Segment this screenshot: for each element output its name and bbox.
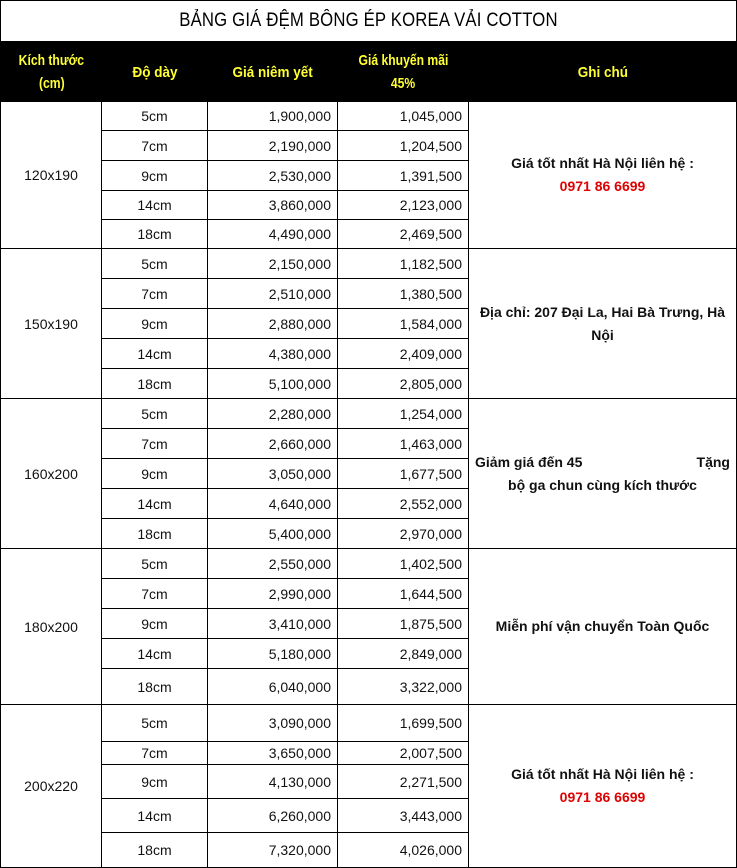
promo-price-cell: 2,970,000 [338, 519, 469, 549]
promo-price-cell: 1,380,500 [338, 279, 469, 309]
thickness-cell: 5cm [102, 705, 208, 742]
promo-price-cell: 1,584,000 [338, 309, 469, 339]
promo-price-cell: 1,391,500 [338, 161, 469, 191]
list-price-cell: 4,380,000 [208, 339, 338, 369]
thickness-cell: 9cm [102, 161, 208, 191]
list-price-cell: 4,490,000 [208, 220, 338, 249]
header-list-price-label: Giá niêm yết [232, 63, 314, 81]
thickness-cell: 9cm [102, 609, 208, 639]
thickness-cell: 14cm [102, 339, 208, 369]
promo-price-cell: 1,699,500 [338, 705, 469, 742]
note-contact-2 [469, 705, 736, 867]
list-price-cell: 6,260,000 [208, 799, 338, 833]
table-title: BẢNG GIÁ ĐỆM BÔNG ÉP KOREA VẢI COTTON [179, 10, 558, 31]
list-price-cell: 2,150,000 [208, 249, 338, 279]
header-size [1, 42, 102, 102]
list-price-cell: 2,660,000 [208, 429, 338, 459]
thickness-cell: 5cm [102, 399, 208, 429]
thickness-cell: 14cm [102, 489, 208, 519]
thickness-cell: 5cm [102, 549, 208, 579]
promo-price-cell: 1,677,500 [338, 459, 469, 489]
list-price-cell: 2,280,000 [208, 399, 338, 429]
thickness-cell: 9cm [102, 765, 208, 799]
header-promo-percent: 45% [391, 75, 416, 92]
list-price-cell: 5,180,000 [208, 639, 338, 669]
promo-price-cell: 1,182,500 [338, 249, 469, 279]
list-price-cell: 1,900,000 [208, 102, 338, 131]
list-price-cell: 2,510,000 [208, 279, 338, 309]
address-line-2: Nội [591, 326, 614, 343]
thickness-cell: 18cm [102, 833, 208, 867]
header-note-label: Ghi chú [577, 63, 628, 81]
gift-detail: bộ ga chun cùng kích thước [508, 476, 697, 493]
list-price-cell: 5,100,000 [208, 369, 338, 399]
promo-price-cell: 2,123,000 [338, 191, 469, 220]
thickness-cell: 14cm [102, 191, 208, 220]
list-price-cell: 6,040,000 [208, 669, 338, 705]
thickness-cell: 7cm [102, 579, 208, 609]
promo-price-cell: 1,045,000 [338, 102, 469, 131]
thickness-cell: 9cm [102, 459, 208, 489]
size-cell: 120x190 [1, 102, 102, 249]
promo-price-cell: 2,552,000 [338, 489, 469, 519]
promo-price-cell: 1,204,500 [338, 131, 469, 161]
header-size-label: Kích thước [18, 52, 85, 69]
phone-number[interactable]: 0971 86 6699 [559, 178, 646, 194]
list-price-cell: 3,650,000 [208, 742, 338, 765]
promo-price-cell: 2,271,500 [338, 765, 469, 799]
promo-price-cell: 3,443,000 [338, 799, 469, 833]
gift-text: Tặng [696, 453, 730, 470]
thickness-cell: 18cm [102, 519, 208, 549]
thickness-cell: 7cm [102, 131, 208, 161]
promo-price-cell: 1,402,500 [338, 549, 469, 579]
thickness-cell: 9cm [102, 309, 208, 339]
list-price-cell: 2,990,000 [208, 579, 338, 609]
header-thickness-label: Độ dày [132, 63, 178, 81]
list-price-cell: 4,640,000 [208, 489, 338, 519]
header-note [469, 42, 736, 102]
promo-price-cell: 1,644,500 [338, 579, 469, 609]
list-price-cell: 3,090,000 [208, 705, 338, 742]
note-discount [469, 399, 736, 549]
thickness-cell: 18cm [102, 669, 208, 705]
promo-price-cell: 2,007,500 [338, 742, 469, 765]
address-line-1: Địa chỉ: 207 Đại La, Hai Bà Trưng, Hà [479, 303, 726, 320]
thickness-cell: 7cm [102, 742, 208, 765]
list-price-cell: 7,320,000 [208, 833, 338, 867]
promo-price-cell: 2,849,000 [338, 639, 469, 669]
thickness-cell: 14cm [102, 799, 208, 833]
list-price-cell: 2,550,000 [208, 549, 338, 579]
size-cell: 150x190 [1, 249, 102, 399]
note-contact-1 [469, 102, 736, 249]
promo-price-cell: 2,805,000 [338, 369, 469, 399]
thickness-cell: 18cm [102, 220, 208, 249]
list-price-cell: 2,190,000 [208, 131, 338, 161]
promo-price-cell: 1,463,000 [338, 429, 469, 459]
thickness-cell: 5cm [102, 102, 208, 131]
list-price-cell: 4,130,000 [208, 765, 338, 799]
shipping-text: Miễn phí vận chuyển Toàn Quốc [495, 618, 710, 634]
promo-price-cell: 4,026,000 [338, 833, 469, 867]
list-price-cell: 3,860,000 [208, 191, 338, 220]
title-bar [1, 1, 736, 42]
list-price-cell: 3,410,000 [208, 609, 338, 639]
header-size-unit: (cm) [38, 75, 65, 92]
list-price-cell: 5,400,000 [208, 519, 338, 549]
note-contact-text: Giá tốt nhất Hà Nội liên hệ : [511, 155, 694, 171]
note-address [469, 249, 736, 399]
note-contact-text: Giá tốt nhất Hà Nội liên hệ : [511, 766, 694, 782]
list-price-cell: 3,050,000 [208, 459, 338, 489]
thickness-cell: 7cm [102, 429, 208, 459]
promo-price-cell: 1,254,000 [338, 399, 469, 429]
thickness-cell: 18cm [102, 369, 208, 399]
promo-price-cell: 1,875,500 [338, 609, 469, 639]
thickness-cell: 7cm [102, 279, 208, 309]
header-thickness [102, 42, 208, 102]
size-cell: 180x200 [1, 549, 102, 705]
list-price-cell: 2,530,000 [208, 161, 338, 191]
promo-price-cell: 2,469,500 [338, 220, 469, 249]
thickness-cell: 14cm [102, 639, 208, 669]
header-list-price [208, 42, 338, 102]
promo-price-cell: 2,409,000 [338, 339, 469, 369]
header-promo-label: Giá khuyến mãi [358, 52, 449, 69]
promo-price-cell: 3,322,000 [338, 669, 469, 705]
thickness-cell: 5cm [102, 249, 208, 279]
note-shipping [469, 549, 736, 705]
list-price-cell: 2,880,000 [208, 309, 338, 339]
phone-number[interactable]: 0971 86 6699 [559, 789, 646, 805]
header-promo-price [338, 42, 469, 102]
size-cell: 200x220 [1, 705, 102, 867]
size-cell: 160x200 [1, 399, 102, 549]
discount-text: Giảm giá đến 45 [475, 453, 583, 470]
